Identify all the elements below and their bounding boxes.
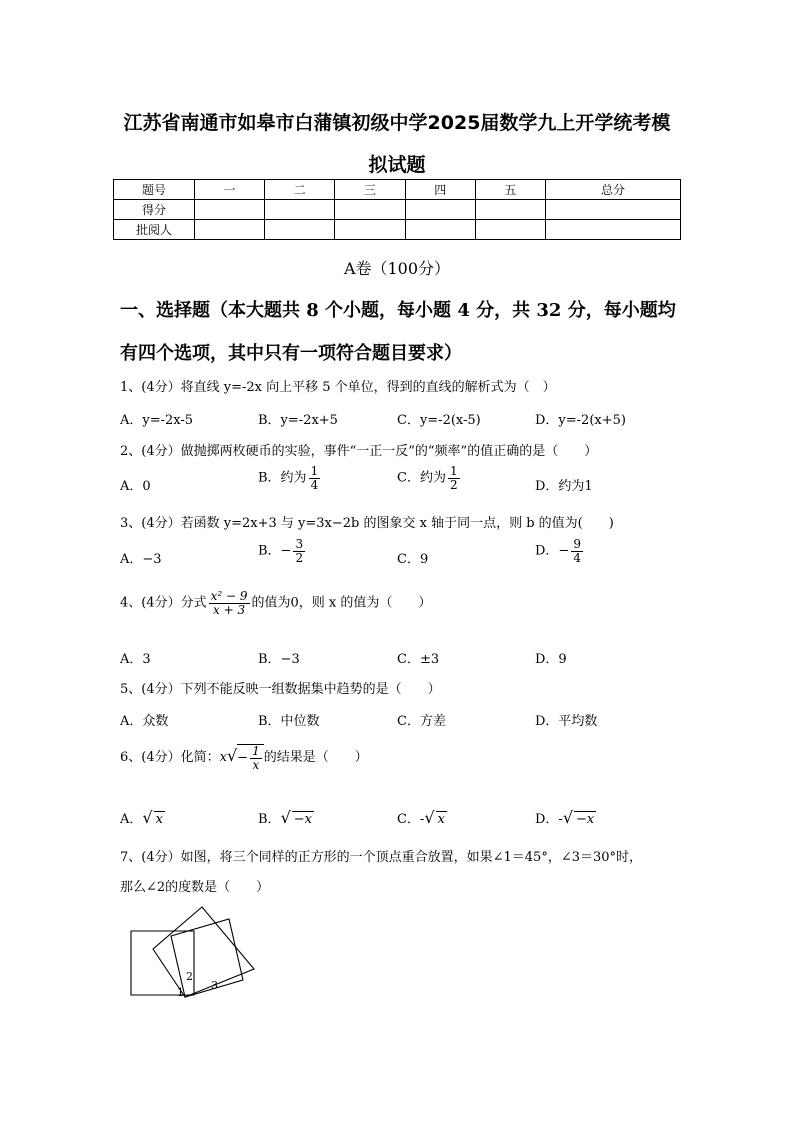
question-3-stem: 3、(4分）若函数 y=2x+3 与 y=3x−2b 的图象交 x 轴于同一点，则 b 的值为( )	[120, 516, 614, 531]
question-3-option-c[interactable]: C．9	[397, 552, 429, 567]
question-2-stem: 2、(4分）做抛掷两枚硬币的实验，事件“一正一反”的“频率”的值正确的是（ ）	[120, 444, 598, 459]
question-2-option-c-prefix: C．约为	[397, 470, 446, 486]
fraction-denominator: 4	[310, 477, 319, 492]
score-input-cell[interactable]	[405, 200, 475, 220]
question-4-prefix: 4、(4分）分式	[120, 595, 207, 611]
option-label: D．-	[535, 812, 563, 827]
question-6-suffix: 的结果是（ ）	[263, 750, 368, 766]
score-table-cell: 二	[265, 180, 335, 200]
fraction	[571, 538, 583, 564]
option-label: A．	[120, 812, 143, 827]
question-6-option-c[interactable]	[397, 808, 447, 827]
question-6-prefix: 6、(4分）化简：	[120, 750, 220, 766]
question-3-option-b[interactable]	[258, 538, 307, 564]
question-5-option-a[interactable]: A．众数	[120, 714, 169, 729]
radical-sign: √	[142, 808, 153, 827]
radical-sign: √	[562, 808, 574, 827]
fraction-denominator: 2	[295, 550, 304, 565]
score-input-cell[interactable]	[546, 200, 681, 220]
score-table-cell: 题号	[114, 180, 195, 200]
radicand	[237, 744, 264, 771]
fraction-denominator: 2	[449, 477, 458, 492]
score-table-cell: 总分	[546, 180, 681, 200]
section-a-heading: A卷（100分）	[343, 259, 451, 278]
question-2-option-b-prefix: B．约为	[258, 470, 307, 486]
question-1-option-a[interactable]: A．y=-2x-5	[120, 413, 194, 428]
angle-1-label: 1	[177, 986, 184, 999]
score-table-cell: 五	[475, 180, 545, 200]
score-input-cell[interactable]	[405, 220, 475, 240]
score-table-cell: 三	[335, 180, 405, 200]
question-4-suffix: 的值为0，则 x 的值为（ ）	[251, 595, 432, 611]
score-input-cell[interactable]	[265, 220, 335, 240]
question-4-option-a[interactable]: A．3	[120, 652, 151, 667]
angle-3-label: 3	[211, 979, 218, 992]
section-one-heading-line2: 有四个选项，其中只有一项符合题目要求）	[120, 343, 462, 364]
score-table-row-label: 批阅人	[114, 220, 195, 240]
radical-sign: √	[226, 746, 238, 766]
score-table-cell: 一	[195, 180, 265, 200]
fraction	[309, 465, 321, 491]
question-3-option-d-prefix: D．−	[535, 543, 570, 559]
question-3-option-b-prefix: B．−	[258, 543, 292, 559]
question-7-line1: 7、(4分）如图，将三个同样的正方形的一个顶点重合放置，如果∠1＝45°，∠3＝30°时，	[120, 850, 643, 865]
fraction-numerator: 9	[573, 537, 581, 551]
radicand: x	[155, 812, 163, 827]
question-3-option-d[interactable]	[535, 538, 585, 564]
question-4-option-b[interactable]: B．−3	[258, 652, 300, 667]
question-5-option-c[interactable]: C．方差	[397, 714, 446, 729]
title-line-1: 江苏省南通市如皋市白蒲镇初级中学2025届数学九上开学统考模	[123, 112, 671, 134]
radicand: x	[437, 812, 445, 827]
score-table-cell: 四	[405, 180, 475, 200]
question-1-stem: 1、(4分）将直线 y=-2x 向上平移 5 个单位，得到的直线的解析式为（ ）	[120, 380, 556, 395]
angle-2-label: 2	[186, 970, 193, 983]
question-6-stem	[120, 744, 368, 771]
radicand: −x	[293, 812, 312, 827]
fraction	[293, 538, 305, 564]
question-5-option-b[interactable]: B．中位数	[258, 714, 320, 729]
question-6-option-b[interactable]	[258, 808, 314, 827]
score-input-cell[interactable]	[195, 220, 265, 240]
score-input-cell[interactable]	[195, 200, 265, 220]
option-label: C．-	[397, 812, 425, 827]
question-1-option-c[interactable]: C．y=-2(x-5)	[397, 413, 481, 428]
section-one-heading-line1: 一、选择题（本大题共 8 个小题，每小题 4 分，共 32 分，每小题均	[120, 300, 676, 321]
score-table-row	[114, 200, 681, 220]
question-2-option-b[interactable]	[258, 465, 322, 491]
question-1-option-b[interactable]: B．y=-2x+5	[258, 413, 338, 428]
question-4-option-c[interactable]: C．±3	[397, 652, 440, 667]
score-table-header-row	[114, 180, 681, 200]
fraction-numerator: x² − 9	[210, 589, 248, 603]
variable-x: x	[219, 750, 227, 766]
question-5-stem: 5、(4分）下列不能反映一组数据集中趋势的是（ ）	[120, 682, 441, 697]
score-input-cell[interactable]	[335, 220, 405, 240]
fraction-denominator: x + 3	[213, 602, 246, 617]
question-4-stem	[120, 590, 431, 616]
score-input-cell[interactable]	[546, 220, 681, 240]
three-squares-figure	[125, 900, 265, 1000]
square-3	[153, 907, 254, 997]
score-table-row-label: 得分	[114, 200, 195, 220]
fraction	[209, 590, 250, 616]
fraction-denominator: 4	[573, 550, 581, 565]
fraction-denominator: x	[252, 757, 260, 772]
question-3-option-a[interactable]: A．−3	[120, 552, 162, 567]
question-5-option-d[interactable]: D．平均数	[535, 714, 598, 729]
fraction	[250, 745, 262, 771]
question-6-option-d[interactable]	[535, 808, 596, 827]
radicand: −x	[576, 812, 595, 827]
fraction-numerator: 3	[295, 537, 304, 551]
fraction-numerator: 1	[310, 464, 319, 478]
score-input-cell[interactable]	[265, 200, 335, 220]
question-2-option-a[interactable]: A．0	[120, 479, 151, 494]
question-1-option-d[interactable]: D．y=-2(x+5)	[535, 413, 626, 428]
question-7-line2: 那么∠2的度数是（ ）	[120, 880, 270, 895]
question-2-option-c[interactable]	[397, 465, 462, 491]
question-4-option-d[interactable]: D．9	[535, 652, 567, 667]
question-6-option-a[interactable]	[120, 808, 165, 827]
fraction-numerator: 1	[252, 744, 260, 758]
radical-sign: √	[280, 808, 291, 827]
score-input-cell[interactable]	[335, 200, 405, 220]
fraction-numerator: 1	[449, 464, 458, 478]
minus-sign: −	[237, 750, 249, 766]
title-line-2: 拟试题	[368, 154, 426, 176]
score-table	[113, 179, 681, 240]
radical-sign: √	[424, 808, 435, 827]
score-table-row	[114, 220, 681, 240]
option-label: B．	[258, 812, 281, 827]
score-input-cell[interactable]	[475, 220, 545, 240]
fraction	[448, 465, 460, 491]
question-2-option-d[interactable]: D．约为1	[535, 479, 593, 494]
score-input-cell[interactable]	[475, 200, 545, 220]
